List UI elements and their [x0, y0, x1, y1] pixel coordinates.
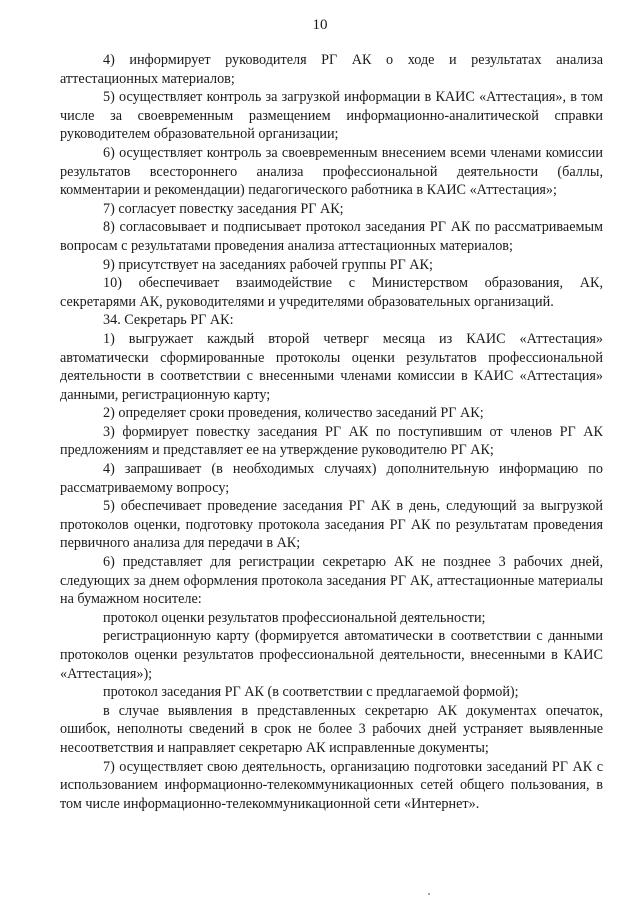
- page-number: 10: [312, 17, 328, 33]
- section-heading-34: 34. Секретарь РГ АК:: [103, 312, 234, 329]
- paragraph-secretary-6: 6) представляет для регистрации секретарю АК не позднее 3 рабочих дней, следующих за днем оформления протокола заседания РГ АК, аттестационные материалы на бумажном носителе:: [60, 554, 603, 608]
- paragraph-secretary-4: 4) запрашивает (в необходимых случаях) дополнительную информацию по рассматриваемому вопросу;: [60, 461, 603, 496]
- paragraph-item-5: 5) осуществляет контроль за загрузкой информации в КАИС «Аттестация», в том числе за своевременным размещением информационно-аналитической справки руководителем образовательной организации;: [60, 89, 603, 143]
- paragraph-secretary-5: 5) обеспечивает проведение заседания РГ АК в день, следующий за выгрузкой протоколов оценки, подготовку протокола заседания РГ АК по результатам проведения первичного анализа для передачи в АК;: [60, 498, 603, 552]
- paragraph-sub-meeting-protocol: протокол заседания РГ АК (в соответствии с предлагаемой формой);: [103, 684, 519, 701]
- paragraph-item-8: 8) согласовывает и подписывает протокол заседания РГ АК по рассматриваемым вопросам с результатами проведения анализа аттестационных материалов;: [60, 219, 603, 254]
- paragraph-sub-protocol-evaluation: протокол оценки результатов профессиональной деятельности;: [103, 609, 486, 626]
- scan-speck: [428, 893, 430, 895]
- paragraph-secretary-7: 7) осуществляет свою деятельность, организацию подготовки заседаний РГ АК с использованием информационно-телекоммуникационных сетей общего пользования, в том числе информационно-телекоммуникационной сети «Интернет».: [60, 758, 603, 812]
- paragraph-secretary-2: 2) определяет сроки проведения, количество заседаний РГ АК;: [103, 405, 484, 422]
- paragraph-item-4: 4) информирует руководителя РГ АК о ходе и результатах анализа аттестационных материалов;: [60, 52, 603, 87]
- paragraph-sub-registration-card: регистрационную карту (формируется автоматически в соответствии с данными протоколов оценки результатов профессиональной деятельности, внесенными в КАИС «Аттестация»);: [60, 628, 603, 682]
- paragraph-secretary-1: 1) выгружает каждый второй четверг месяца из КАИС «Аттестация» автоматически сформированные протоколы оценки результатов профессиональной деятельности в соответствии с внесенными членами комиссии в КАИС «Аттестация» данными, регистрационную карту;: [60, 330, 603, 403]
- paragraph-item-7: 7) согласует повестку заседания РГ АК;: [103, 200, 344, 217]
- document-body: [60, 51, 603, 813]
- paragraph-sub-corrections: в случае выявления в представленных секретарю АК документах опечаток, ошибок, неполноты сведений в срок не более 3 рабочих дней устраняет выявленные несоответствия и направляет секретарю АК исправленные документы;: [60, 702, 603, 756]
- paragraph-item-10: 10) обеспечивает взаимодействие с Министерством образования, АК, секретарями АК, руководителями и учредителями образовательных организаций.: [60, 275, 603, 310]
- paragraph-item-6: 6) осуществляет контроль за своевременным внесением всеми членами комиссии результатов всестороннего анализа профессиональной деятельности (баллы, комментарии и рекомендации) педагогического работника в КАИС «Аттестация»;: [60, 144, 603, 199]
- paragraph-secretary-3: 3) формирует повестку заседания РГ АК по поступившим от членов РГ АК предложениям и представляет ее на утверждение руководителю РГ АК;: [60, 423, 603, 459]
- paragraph-item-9: 9) присутствует на заседаниях рабочей группы РГ АК;: [103, 256, 433, 273]
